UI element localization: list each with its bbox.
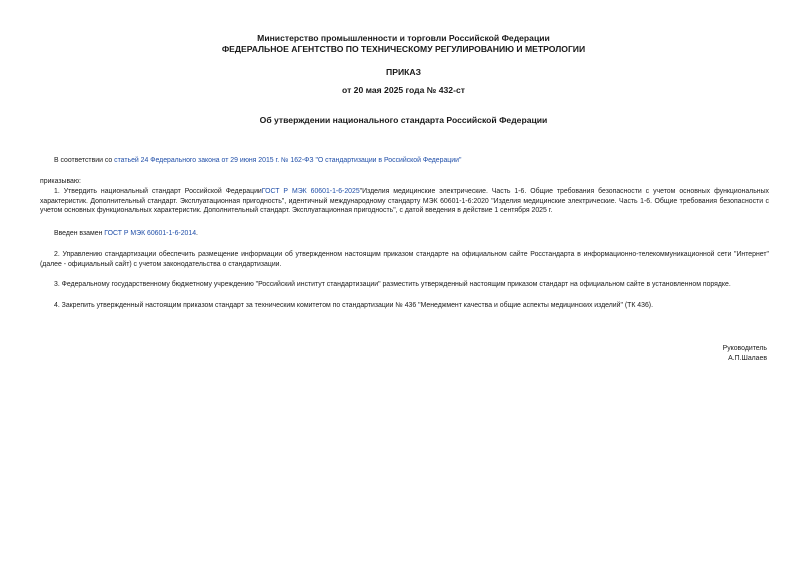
- item-3-paragraph: 3. Федеральному государственному бюджетному учреждению "Российский институт стандартизации" разместить утвержденный настоящим приказом стандарт на официальном сайте в установленном порядке.: [54, 281, 731, 288]
- item-1-suffix: "Изделия медицинские электрические. Часть 1-6. Общие требования безопасности с учетом основных функциональных характеристик. Дополнительный стандарт. Эксплуатационная пригодность", идентичный международному стандарту МЭК 60601-1-6:2020 "Изделия медицинские электрические. Часть 1-6. Общие требования безопасности с учетом основных функциональных характеристик. Дополнительный стандарт. Эксплуатационная пригодность", с датой введения в действие 1 сентября 2025 г.: [40, 188, 770, 215]
- gost-2014-link[interactable]: ГОСТ Р МЭК 60601-1-6-2014: [104, 230, 197, 237]
- basis-paragraph: [40, 156, 769, 166]
- item-2-paragraph: 2. Управлению стандартизации обеспечить размещение информации об утвержденном настоящим приказом стандарте на официальном сайте Росстандарта в информационно-телекоммуникационной сети "Интернет" (далее - официальный сайт) с учетом законодательства о стандартизации.: [40, 251, 769, 268]
- signatory-name: А.П.Шалаев: [728, 355, 767, 362]
- item-1-paragraph: [40, 187, 769, 216]
- item-1-prefix: 1. Утвердить национальный стандарт Российской Федерации: [54, 188, 262, 195]
- federal-law-link[interactable]: статьей 24 Федерального закона от 29 июня 2015 г. № 162-ФЗ "О стандартизации в Российской Федерации": [114, 157, 462, 164]
- ministry-heading: Министерство промышленности и торговли Российской Федерации: [257, 33, 550, 43]
- document-type-heading: ПРИКАЗ: [386, 67, 421, 77]
- agency-heading: ФЕДЕРАЛЬНОЕ АГЕНТСТВО ПО ТЕХНИЧЕСКОМУ РЕГУЛИРОВАНИЮ И МЕТРОЛОГИИ: [221, 44, 586, 54]
- signatory-title: Руководитель: [722, 345, 767, 352]
- replaced-suffix: .: [196, 230, 198, 237]
- basis-prefix: В соответствии со: [54, 157, 115, 164]
- replaced-paragraph: [40, 229, 769, 239]
- date-number-heading: от 20 мая 2025 года № 432-ст: [342, 85, 465, 95]
- item-4-paragraph: 4. Закрепить утвержденный настоящим приказом стандарт за техническим комитетом по стандартизации № 436 "Менеджмент качества и общие аспекты медицинских изделий" (ТК 436).: [54, 302, 653, 309]
- orders-line: приказываю:: [40, 178, 81, 185]
- subject-heading: Об утверждении национального стандарта Российской Федерации: [259, 115, 548, 125]
- gost-2025-link[interactable]: ГОСТ Р МЭК 60601-1-6-2025: [261, 188, 360, 195]
- replaced-prefix: Введен взамен: [54, 230, 105, 237]
